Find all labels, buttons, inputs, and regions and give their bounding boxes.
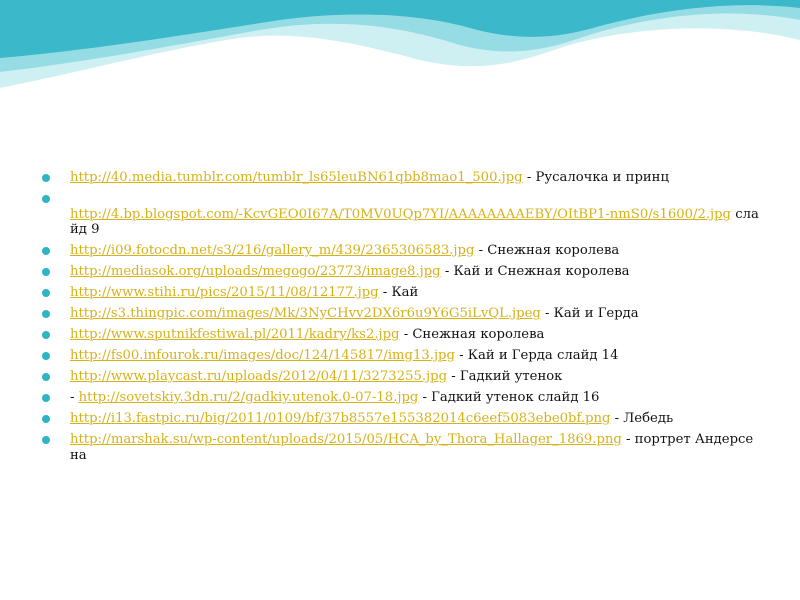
reference-description: - Кай и Герда: [540, 306, 639, 321]
list-item: [40, 327, 760, 343]
reference-description: - Снежная королева: [399, 327, 545, 342]
list-item: [40, 306, 760, 322]
reference-description: - Гадкий утенок: [447, 369, 563, 384]
bullet-icon: [42, 352, 50, 360]
reference-description: - портрет Андерсена: [70, 432, 754, 463]
bullet-icon: [42, 373, 50, 381]
reference-link[interactable]: http://www.sputnikfestiwal.pl/2011/kadry/ks2.jpg: [70, 327, 400, 342]
bullet-icon: [42, 310, 50, 318]
reference-link[interactable]: http://4.bp.blogspot.com/-KcvGEO0I67A/T0MV0UQp7YI/AAAAAAAAEBY/OItBP1-nmS0/s1600/2.jpg: [70, 206, 732, 222]
reference-prefix: -: [70, 390, 79, 405]
reference-link[interactable]: http://sovetskiy.3dn.ru/2/gadkiy.utenok.0-07-18.jpg: [78, 390, 419, 405]
list-item: [40, 170, 760, 186]
list-item: [40, 191, 760, 238]
reference-description: - Снежная королева: [474, 243, 620, 258]
bullet-icon: [42, 436, 50, 444]
bullet-icon: [42, 415, 50, 423]
references-list: [40, 170, 760, 463]
reference-link[interactable]: http://mediasok.org/uploads/megogo/23773/image8.jpg: [70, 264, 441, 279]
list-item: [40, 348, 760, 364]
reference-description: - Гадкий утенок слайд 16: [418, 390, 600, 405]
reference-link[interactable]: http://i13.fastpic.ru/big/2011/0109/bf/37b8557e155382014c6eef5083ebe0bf.png: [70, 411, 611, 426]
bullet-icon: [42, 289, 50, 297]
list-item: [40, 285, 760, 301]
reference-description: слайд 9: [70, 206, 759, 237]
bullet-icon: [42, 268, 50, 276]
bullet-icon: [42, 247, 50, 255]
reference-link[interactable]: http://i09.fotocdn.net/s3/216/gallery_m/439/2365306583.jpg: [70, 243, 475, 258]
list-item: [40, 390, 760, 406]
decorative-wave-header: [0, 0, 800, 90]
reference-description: - Лебедь: [610, 411, 674, 426]
bullet-icon: [42, 331, 50, 339]
reference-link[interactable]: http://marshak.su/wp-content/uploads/2015/05/HCA_by_Thora_Hallager_1869.png: [70, 432, 622, 447]
reference-link[interactable]: http://www.stihi.ru/pics/2015/11/08/12177.jpg: [70, 285, 379, 300]
reference-link[interactable]: http://40.media.tumblr.com/tumblr_ls65leuBN61qbb8mao1_500.jpg: [70, 170, 523, 185]
list-item: [40, 411, 760, 427]
list-item: [40, 264, 760, 280]
reference-description: - Кай: [378, 285, 419, 300]
list-item: [40, 369, 760, 385]
reference-description: - Кай и Снежная королева: [440, 264, 630, 279]
reference-link[interactable]: http://fs00.infourok.ru/images/doc/124/145817/img13.jpg: [70, 348, 455, 363]
reference-description: - Русалочка и принц: [522, 170, 669, 185]
reference-description: - Кай и Герда слайд 14: [454, 348, 619, 363]
references-content: [40, 170, 760, 469]
bullet-icon: [42, 174, 50, 182]
list-item: [40, 432, 760, 463]
bullet-icon: [42, 394, 50, 402]
reference-link[interactable]: http://s3.thingpic.com/images/Mk/3NyCHvv2DX6r6u9Y6G5iLvQL.jpeg: [70, 306, 541, 321]
reference-link[interactable]: http://www.playcast.ru/uploads/2012/04/11/3273255.jpg: [70, 369, 448, 384]
blank-line: [70, 191, 760, 207]
bullet-icon: [42, 195, 50, 203]
list-item: [40, 243, 760, 259]
